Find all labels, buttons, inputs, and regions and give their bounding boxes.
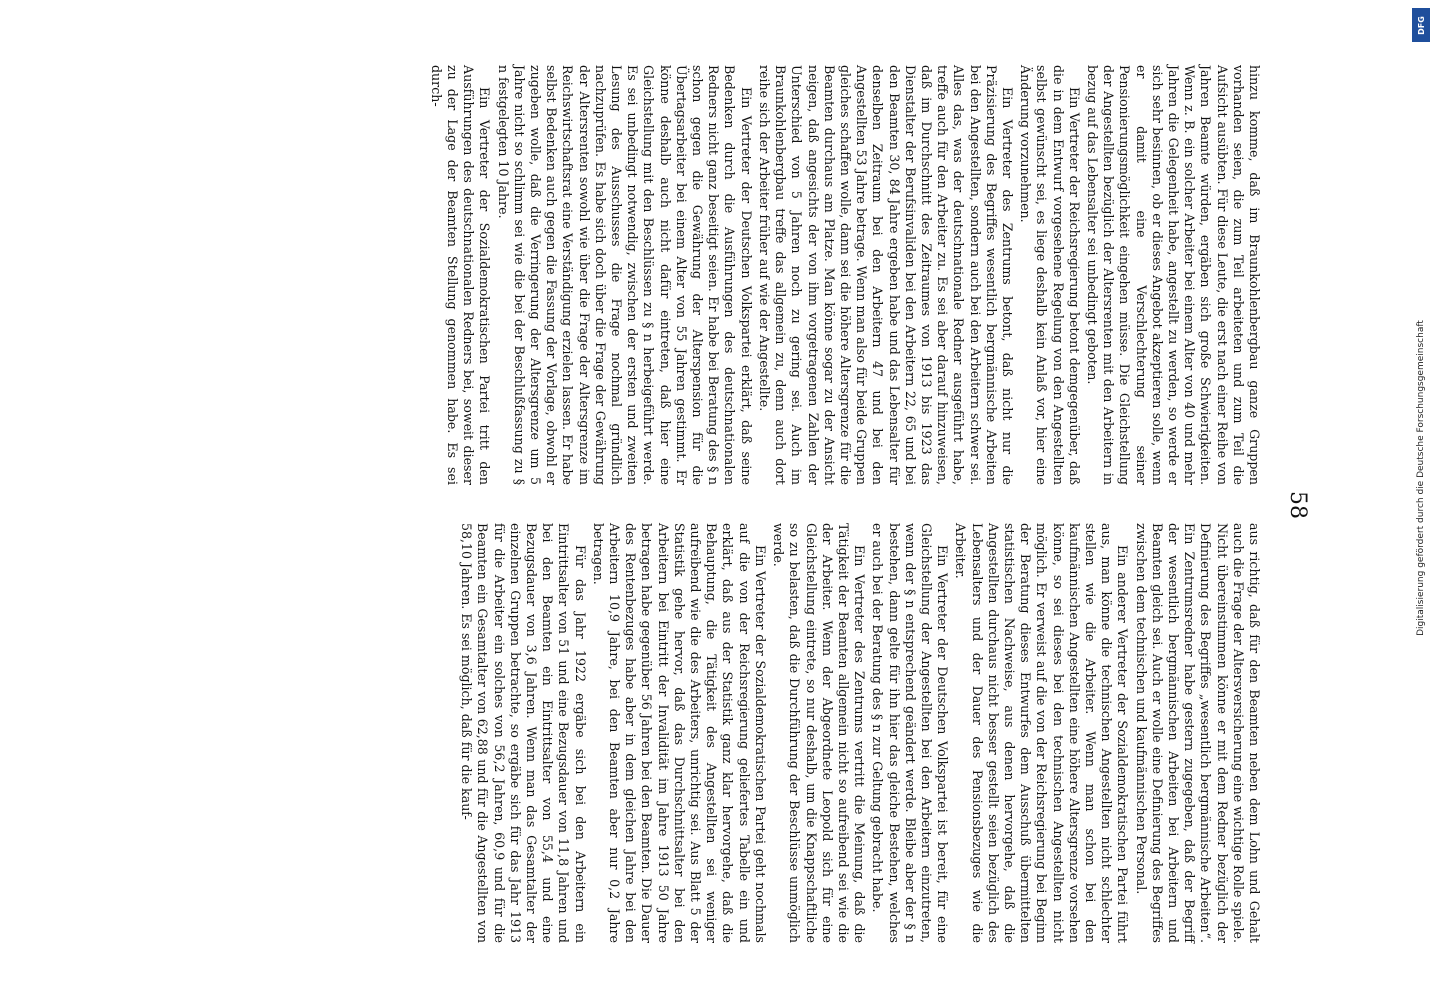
text-column-left (426, 65, 1262, 485)
paragraph: Ein Vertreter der Sozialdemokratischen Partei tritt den Ausführungen des deutschnationalen Redners bei, soweit dieser zu der Lage der Beamten Stellung genommen habe. Es sei durch- (428, 65, 493, 485)
page-content (100, 65, 1310, 945)
paragraph: Für das Jahr 1922 ergäbe sich bei den Arbeitern ein Eintrittsalter von 51 und eine Bezugsdauer von 11,8 Jahren und bei den Beamten ein Eintrittsalter von 55,4 und eine Bezugsdauer von 3,6 Jahren. Wenn man das Gesamtalter der einzelnen Gruppen betrachte, so ergäbe sich für das Jahr 1913 für die Arbeiter ein solches von 56,2 Jahren, 60,9 und für die Beamten ein Gesamtalter von 62,88 und für die Angestellten von 58,10 Jahren. Es sei möglich, daß für die kauf- (459, 523, 588, 943)
rotated-sheet (90, 55, 1320, 955)
paragraph: Ein Vertreter der Reichsregierung betont demgegenüber, daß die in dem Entwurf vorgesehene Regelung von den Angestellten selbst gewünscht sei, es liege deshalb kein Anlaß vor, hier eine Änderung vorzunehmen. (1018, 65, 1082, 485)
paragraph: Ein Vertreter der Sozialdemokratischen Partei geht nochmals auf die von der Reichsregierung geliefertes Tabelle ein und erklärt, daß aus der Statistik ganz klar hervorgehe, daß die Behauptung, die Tätigkeit des Angestellten sei weniger aufreibend wie die des Arbeiters, unrichtig sei. Aus Blatt 5 der Statistik gehe hervor, daß das Durchschnittsalter bei den Arbeitern bei Eintritt der Invalidität im Jahre 1913 50 Jahre betragen habe gegenüber 56 Jahren bei den Beamten. Die Dauer des Rentenbezuges habe aber in dem gleichen Jahre bei den Arbeitern 10,9 Jahre, bei den Beamten aber nur 0,2 Jahre betragen. (590, 523, 768, 943)
paragraph: Ein anderer Vertreter der Sozialdemokratischen Partei führt aus, man könne die technischen Angestellten nicht schlechter stellen wie die Arbeiter. Wenn man schon bei den kaufmännischen Angestellten eine höhere Altersgrenze vorsehen könne, so sei dieses bei den technischen Angestellten nicht möglich. Er verweist auf die von der Reichsregierung bei Beginn der Beratung dieses Entwurfes dem Ausschuß übermittelten statistischen Nachweise, aus denen hervorgehe, daß die Angestellten durchaus nicht besser gestellt seien bezüglich des Lebensalters und der Dauer des Pensionsbezuges wie die Arbeiter. (953, 523, 1131, 943)
digitization-credit (1410, 8, 1432, 998)
text-column-right (456, 523, 1262, 943)
paragraph: Ein Vertreter der Deutschen Volkspartei ist bereit, für eine Gleichstellung der Angestellten bei den Arbeitern einzutreten, wenn der § n entsprechend geändert werde. Bleibe aber der § n bestehen, dann gelte für ihn hier das gleiche Bestehen, welches er auch bei der Beratung des § n zur Geltung gebracht habe. (870, 523, 951, 943)
digitization-credit-text: Digitalisierung gefördert durch die Deutsche Forschungsgemeinschaft (1416, 320, 1426, 636)
page-number: 58 (1285, 491, 1310, 519)
paragraph: hinzu komme, daß im Braunkohlenbergbau ganze Gruppen vorhanden seien, die zum Teil arbeiteten und zum Teil die Aufsicht ausübten. Für diese Leute, die erst nach einer Reihe von Jahren Beamte würden, ergäben sich große Schwierigkeiten. Wenn z. B. ein solcher Arbeiter bei einem Alter von 40 und mehr Jahren die Gelegenheit habe, angestellt zu werden, so werde er sich sehr besinnen, ob er dieses Angebot akzeptieren solle, wenn er damit eine Verschlechterung seiner Pensionierungsmöglichkeit eingehen müsse. Die Gleichstellung der Angestellten bezüglich der Altersrenten mit den Arbeitern in bezug auf das Lebensalter sei unbedingt geboten. (1084, 65, 1262, 485)
dfg-logo-text: DFG (1416, 15, 1426, 35)
paragraph: aus richtig, daß für den Beamten neben dem Lohn und Gehalt auch die Frage der Altersversicherung eine wichtige Rolle spiele. Nicht übereinstimmen könne er mit dem Redner bezüglich der Definierung des Begriffes „wesentlich bergmännische Arbeiten“. Ein Zentrumsredner habe gestern zugegeben, daß der Begriff der wesentlich bergmännischen Arbeiten bei Arbeitern und Beamten gleich sei. Auch er wolle eine Definierung des Begriffes zwischen dem technischen und kaufmännischen Personal. (1133, 523, 1262, 943)
paragraph: Ein Vertreter des Zentrums betont, daß nicht nur die Präzisierung des Begriffes wesentlich bergmännische Arbeiten bei den Angestellten, sondern auch bei den Arbeitern schwer sei. Alles das, was der deutschnationale Redner ausgeführt habe, treffe auch für den Arbeiter zu. Es sei aber darauf hinzuweisen, daß im Durchschnitt des Zeitraumes von 1913 bis 1923 das Dienstalter der Berufsinvaliden bei den Arbeitern 22, 65 und bei den Beamten 30, 84 Jahre ergeben habe und das Lebensalter für denselben Zeitraum bei den Arbeitern 47 und bei den Angestellten 53 Jahre betrage. Wenn man also für beide Gruppen gleiches schaffen wolle, dann sei die höhere Altersgrenze für die Beamten durchaus am Platze. Man könne sogar zu der Ansicht neigen, daß angesichts der von ihm vorgetragenen Zahlen der Unterschied von 5 Jahren noch zu gering sei. Auch im Braunkohlenbergbau treffe das allgemein zu, denn auch dort reihe sich der Arbeiter früher auf wie der Angestellte. (756, 65, 1015, 485)
paragraph: Ein Vertreter der Deutschen Volkspartei erklärt, daß seine Bedenken durch die Ausführungen des deutschnationalen Redners nicht ganz beseitigt seien. Er habe bei Beratung des § n schon gegen die Gewährung der Alterspension für die Übertagsarbeiter bei einem Alter von 55 Jahren gestimmt. Er könne deshalb auch nicht dafür eintreten, daß hier eine Gleichstellung mit den Beschlüssen zu § n herbeigeführt werde. Es sei unbedingt notwendig, zwischen der ersten und zweiten Lesung des Ausschusses die Frage nochmal gründlich nachzuprüfen. Es habe sich doch über die Frage der Gewährung der Altersrenten sowohl wie über die Frage der Altersgrenze im Reichswirtschaftsrat eine Verständigung erzielen lassen. Er habe selbst Bedenken auch gegen die Fassung der Vorlage, obwohl er zugeben wolle, daß die Verringerung der Altersgrenze um 5 Jahre nicht so schlimm sei wie die bei der Beschlußfassung zu § n festgelegten 10 Jahre. (495, 65, 754, 485)
paragraph: Ein Vertreter des Zentrums vertritt die Meinung, daß die Tätigkeit der Beamten allgemein nicht so aufreibend sei wie die der Arbeiter. Wenn der Abgeordnete Leopold sich für eine Gleichstellung eintrete, so nur deshalb, um die Knappschaftliche so zu belasten, daß die Durchführung der Beschlüsse unmöglich werde. (771, 523, 868, 943)
